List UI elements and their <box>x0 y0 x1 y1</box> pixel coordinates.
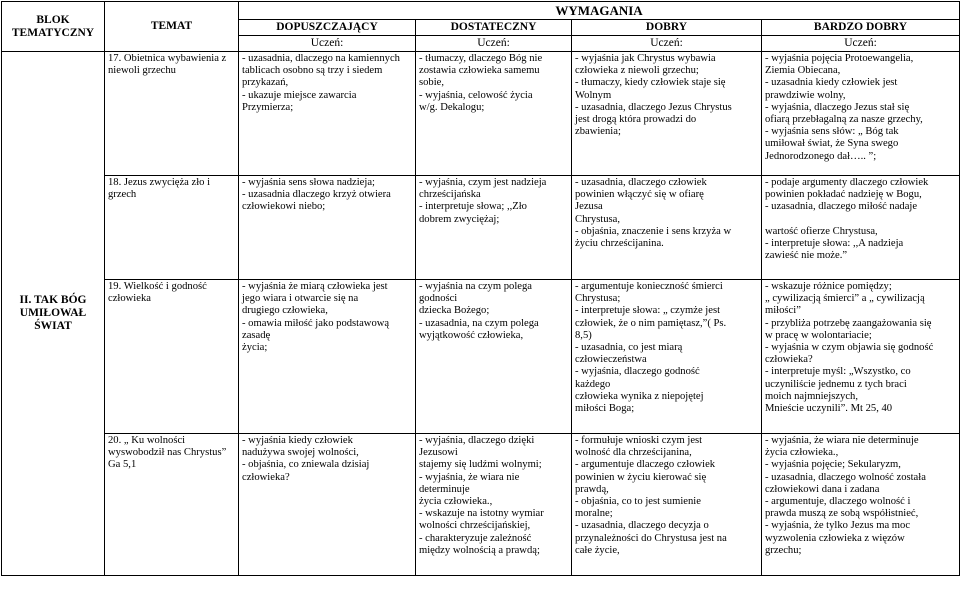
requirement-line: wartość ofierze Chrystusa, <box>765 225 878 237</box>
requirement-line: - interpretuje słowa: „ czymże jest <box>575 305 721 317</box>
requirement-line: - wyjaśnia sens słowa nadzieja; <box>242 177 375 188</box>
header-temat: TEMAT <box>105 2 239 52</box>
requirement-line: powinien włączyć się w ofiarę <box>575 189 704 201</box>
requirement-line: sobie, <box>419 77 445 89</box>
requirement-line: zostawia człowieka samemu <box>419 65 540 77</box>
requirement-line: - uzasadnia, co jest miarą <box>575 342 683 354</box>
curriculum-table <box>1 1 960 576</box>
requirement-line: człowieka? <box>242 471 290 483</box>
requirement-line: w pracę w wolontariacie; <box>765 329 872 341</box>
requirement-line: - wyjaśnia, że wiara nie <box>419 471 520 483</box>
header-uczen: Uczeń: <box>762 36 960 52</box>
requirement-line: - podaje argumenty dlaczego człowiek <box>765 177 929 188</box>
requirement-line: Wolnym <box>575 89 612 101</box>
requirement-line: prawdziwie wolny, <box>765 89 846 101</box>
requirement-line: miłości” <box>765 305 801 317</box>
requirement-line: Chrystusa; <box>575 293 621 305</box>
requirement-line: - uzasadnia kiedy człowiek jest <box>765 77 898 89</box>
requirement-line: miłości Boga; <box>575 403 635 415</box>
requirement-line <box>765 214 956 226</box>
topic-cell: 19. Wielkość i godność człowieka <box>105 280 239 434</box>
requirement-line: wyjątkowość człowieka, <box>419 329 524 341</box>
requirement-line: - ukazuje miejsce zawarcia <box>242 89 357 101</box>
requirement-line: - wyjaśnia, czym jest nadzieja <box>419 177 547 188</box>
header-level-dopuszczajacy: DOPUSZCZAJĄCY <box>239 20 416 36</box>
requirement-line: - wskazuje na istotny wymiar <box>419 508 544 520</box>
requirement-line: dobrem zwyciężaj; <box>419 213 500 225</box>
requirement-line: człowieka? <box>765 354 813 366</box>
requirement-line: - wyjaśnia, celowość życia <box>419 89 533 101</box>
requirement-line: - przybliża potrzebę zaangażowania się <box>765 317 932 329</box>
requirement-line: uczyniliście jednemu z tych braci <box>765 378 907 390</box>
header-uczen: Uczeń: <box>572 36 762 52</box>
requirement-line: - wyjaśnia, dlaczego dzięki <box>419 435 535 446</box>
req-bardzo-dobry <box>762 280 960 434</box>
header-uczen: Uczeń: <box>416 36 572 52</box>
req-dobry <box>572 52 762 176</box>
requirement-line: - uzasadnia, na czym polega <box>419 317 539 329</box>
requirement-line: wyzwolenia człowieka z więzów <box>765 532 905 544</box>
requirement-line: - wyjaśnia, dlaczego Jezus stał się <box>765 101 910 113</box>
requirement-line: - uzasadnia, dlaczego decyzja o <box>575 520 709 532</box>
requirement-line: człowieka z niewoli grzechu; <box>575 65 699 77</box>
requirement-line: - interpretuje myśl: „Wszystko, co <box>765 366 911 378</box>
req-dostateczny <box>416 52 572 176</box>
requirement-line: Ziemia Obiecana, <box>765 65 841 77</box>
requirement-line: - objaśnia, co to jest sumienie <box>575 496 701 508</box>
requirement-line: człowiekowi dana i zadana <box>765 483 880 495</box>
table-row <box>2 434 960 576</box>
req-dobry <box>572 434 762 576</box>
requirement-line: wolności chrześcijańskiej, <box>419 520 531 532</box>
header-wymagania: WYMAGANIA <box>239 2 960 20</box>
header-blok: BLOK TEMATYCZNY <box>2 2 105 52</box>
req-dopuszczajacy <box>239 434 416 576</box>
req-dobry <box>572 176 762 280</box>
header-level-bardzo-dobry: BARDZO DOBRY <box>762 20 960 36</box>
requirement-line: Mnieście uczynili”. Mt 25, 40 <box>765 403 893 415</box>
header-level-dobry: DOBRY <box>572 20 762 36</box>
requirement-line: powinien w życiu kierować się <box>575 471 707 483</box>
req-dostateczny <box>416 176 572 280</box>
req-dopuszczajacy <box>239 52 416 176</box>
req-bardzo-dobry <box>762 52 960 176</box>
req-dostateczny <box>416 280 572 434</box>
requirement-line: - interpretuje słowa: ,,A nadzieja <box>765 238 904 250</box>
requirement-line: „ cywilizacją śmierci” a „ cywilizacją <box>765 293 925 305</box>
requirement-line: - uzasadnia, dlaczego człowiek <box>575 177 707 188</box>
requirement-line: dziecka Bożego; <box>419 305 490 317</box>
requirement-line: - wyjaśnia sens słów: „ Bóg tak <box>765 126 899 138</box>
requirement-line: jest drogą która prowadzi do <box>575 114 697 126</box>
requirement-line: zasadę <box>242 329 271 341</box>
table-row <box>2 176 960 280</box>
requirement-line: prawdą, <box>575 483 609 495</box>
requirement-line: - tłumaczy, kiedy człowiek staje się <box>575 77 726 89</box>
requirement-line: życia człowieka., <box>765 447 839 459</box>
blok-name: II. TAK BÓG UMIŁOWAŁ ŚWIAT <box>2 52 105 576</box>
requirement-line: życiu chrześcijanina. <box>575 238 664 250</box>
requirement-line: wolność dla chrześcijanina, <box>575 447 692 459</box>
requirement-line: - wyjaśnia jak Chrystus wybawia <box>575 53 716 64</box>
requirement-line: tablicach osobno są trzy i siedem <box>242 65 383 77</box>
table-row <box>2 280 960 434</box>
requirement-line: - wyjaśnia pojęcie; Sekularyzm, <box>765 459 901 471</box>
table-row <box>2 52 960 176</box>
requirement-line: - wyjaśnia kiedy człowiek <box>242 435 353 446</box>
requirement-line: przynależności do Chrystusa jest na <box>575 532 727 544</box>
requirement-line: nadużywa swojej wolności, <box>242 447 359 459</box>
req-dostateczny <box>416 434 572 576</box>
requirement-line: każdego <box>575 378 611 390</box>
requirement-line: moich najmniejszych, <box>765 390 858 402</box>
requirement-line: - uzasadnia, dlaczego miłość nadaje <box>765 201 918 213</box>
requirement-line: - wyjaśnia pojęcia Protoewangelia, <box>765 53 914 64</box>
requirement-line: między wolnością a prawdą; <box>419 544 540 556</box>
requirement-line: życia człowieka., <box>419 496 493 508</box>
requirement-line: - formułuje wnioski czym jest <box>575 435 703 446</box>
requirement-line: - uzasadnia, dlaczego na kamiennych <box>242 53 400 64</box>
requirement-line: - tłumaczy, dlaczego Bóg nie <box>419 53 543 64</box>
requirement-line: - charakteryzuje zależność <box>419 532 532 544</box>
requirement-line: prawda muszą ze sobą współistnieć, <box>765 508 919 520</box>
requirement-line: - interpretuje słowa; ,,Zło <box>419 201 527 213</box>
requirement-line: człowieka wynika z niepojętej <box>575 390 704 402</box>
requirement-line: - uzasadnia, dlaczego Jezus Chrystus <box>575 101 732 113</box>
requirement-line: życia; <box>242 342 268 354</box>
req-bardzo-dobry <box>762 176 960 280</box>
requirement-line: - argumentuje dlaczego człowiek <box>575 459 716 471</box>
topic-cell: 18. Jezus zwycięża zło i grzech <box>105 176 239 280</box>
requirement-line: moralne; <box>575 508 613 520</box>
requirement-line: - uzasadnia, dlaczego wolność została <box>765 471 926 483</box>
requirement-line: - argumentuje, dlaczego wolność i <box>765 496 911 508</box>
requirement-line: Jezusowi <box>419 447 458 459</box>
requirement-line: - argumentuje konieczność śmierci <box>575 281 723 292</box>
requirement-line: całe życie, <box>575 544 620 556</box>
requirement-line: chrześcijańska <box>419 189 481 201</box>
req-dopuszczajacy <box>239 280 416 434</box>
requirement-line: ofiarą przebłagalną za nasze grzechy, <box>765 114 923 126</box>
requirement-line: Przymierza; <box>242 101 294 113</box>
requirement-line: człowieczeństwa <box>575 354 647 366</box>
requirement-line: godności <box>419 293 458 305</box>
req-bardzo-dobry <box>762 434 960 576</box>
requirement-line: - wyjaśnia że miarą człowieka jest <box>242 281 388 292</box>
requirement-line: umiłował świat, że Syna swego <box>765 138 899 150</box>
req-dobry <box>572 280 762 434</box>
requirement-line: jego wiara i otwarcie się na <box>242 293 359 305</box>
requirement-line: determinuje <box>419 483 470 495</box>
requirement-line: przykazań, <box>242 77 289 89</box>
requirement-line: - wyjaśnia na czym polega <box>419 281 532 292</box>
requirement-line: - wyjaśnia, dlaczego godność <box>575 366 700 378</box>
requirement-line: - wyjaśnia, że wiara nie determinuje <box>765 435 919 446</box>
requirement-line: zbawienia; <box>575 126 621 138</box>
requirement-line: - objaśnia, znaczenie i sens krzyża w <box>575 225 732 237</box>
requirement-line: - uzasadnia dlaczego krzyż otwiera <box>242 189 391 201</box>
requirement-line: Jezusa <box>575 201 603 213</box>
topic-cell: 20. „ Ku wolności wyswobodził nas Chrystus” Ga 5,1 <box>105 434 239 576</box>
requirement-line: człowiekowi niebo; <box>242 201 326 213</box>
requirement-line: stajemy się ludźmi wolnymi; <box>419 459 542 471</box>
requirement-line: Jednorodzonego dał….. ”; <box>765 150 877 162</box>
requirement-line: - objaśnia, co zniewala dzisiaj <box>242 459 370 471</box>
topic-cell: 17. Obietnica wybawienia z niewoli grzechu <box>105 52 239 176</box>
header-level-dostateczny: DOSTATECZNY <box>416 20 572 36</box>
header-uczen: Uczeń: <box>239 36 416 52</box>
requirement-line: - wskazuje różnice pomiędzy; <box>765 281 892 292</box>
requirement-line: - omawia miłość jako podstawową <box>242 317 390 329</box>
requirement-line: grzechu; <box>765 544 802 556</box>
requirement-line: drugiego człowieka, <box>242 305 328 317</box>
requirement-line: - wyjaśnia w czym objawia się godność <box>765 342 934 354</box>
requirement-line: w/g. Dekalogu; <box>419 101 485 113</box>
requirement-line: Chrystusa, <box>575 213 621 225</box>
requirement-line: człowiek, że o nim pamiętasz,”( Ps. <box>575 317 727 329</box>
req-dopuszczajacy <box>239 176 416 280</box>
requirement-line: zawieść nie może.” <box>765 250 848 262</box>
requirement-line: 8,5) <box>575 329 592 341</box>
requirement-line: powinien pokładać nadzieję w Bogu, <box>765 189 922 201</box>
requirement-line: - wyjaśnia, że tylko Jezus ma moc <box>765 520 911 532</box>
